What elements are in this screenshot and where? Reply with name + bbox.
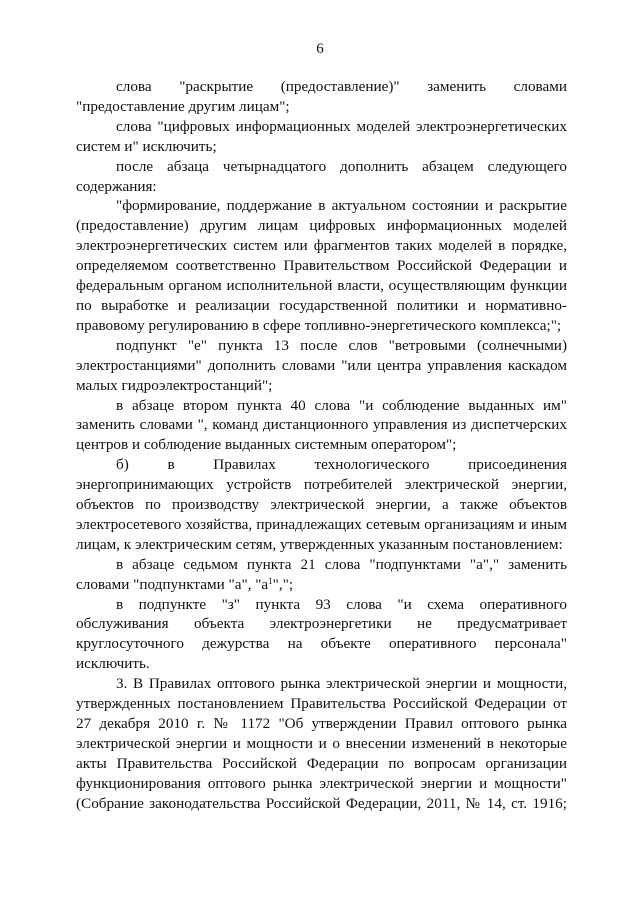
paragraph: в подпункте "з" пункта 93 слова "и схема оперативного обслуживания объекта электроэнергетики не предусматривает круглосуточного дежурства на объекте оперативного персонала" исключить.: [76, 595, 567, 673]
paragraph: в абзаце втором пункта 40 слова "и соблюдение выданных им" заменить словами ", команд дистанционного управления из диспетчерских центров и соблюдение выданных системным оператором";: [76, 396, 567, 454]
paragraph: "формирование, поддержание в актуальном состоянии и раскрытие (предоставление) другим лицам цифровых информационных моделей электроэнергетических систем или фрагментов таких моделей в порядке, определяемом соответственно Правительством Российской Федерации и федеральным органом исполнительной власти, осуществляющим функции по выработке и реализации государственной политики и нормативно-правовому регулированию в сфере топливно-энергетического комплекса;";: [76, 197, 567, 334]
paragraph-text: ",";: [272, 575, 294, 593]
paragraph: б) в Правилах технологического присоединения энергопринимающих устройств потребителей электрической энергии, объектов по производству электрической энергии, а также объектов электросетевого хозяйства, принадлежащих сетевым организациям и иным лицам, к электрическим сетям, утвержденных указанным постановлением:: [76, 456, 567, 553]
paragraph-text: в абзаце седьмом пункта 21 слова "подпунктами "а"," заменить словами "подпунктами "а", "а: [76, 555, 567, 593]
paragraph: слова "раскрытие (предоставление)" заменить словами "предоставление другим лицам";: [76, 78, 567, 115]
paragraph: слова "цифровых информационных моделей электроэнергетических систем и" исключить;: [76, 117, 567, 155]
paragraph: 3. В Правилах оптового рынка электрической энергии и мощности, утвержденных постановлением Правительства Российской Федерации от 27 декабря 2010 г. № 1172 "Об утверждении Правил оптового рынка электрической энергии и мощности и о внесении изменений в некоторые акты Правительства Российской Федерации по вопросам организации функционирования оптового рынка электрической энергии и мощности" (Собрание законодательства Российской Федерации, 2011, № 14, ст. 1916;: [76, 675, 567, 812]
page-number: 6: [316, 41, 324, 57]
paragraph: после абзаца четырнадцатого дополнить абзацем следующего содержания:: [76, 157, 567, 195]
paragraph: подпункт "е" пункта 13 после слов "ветровыми (солнечными) электростанциями" дополнить словами "или центра управления каскадом малых гидроэлектростанций";: [76, 336, 567, 394]
paragraph-with-superscript: [76, 555, 567, 595]
superscript: 1: [268, 575, 273, 586]
document-body: [76, 77, 567, 814]
